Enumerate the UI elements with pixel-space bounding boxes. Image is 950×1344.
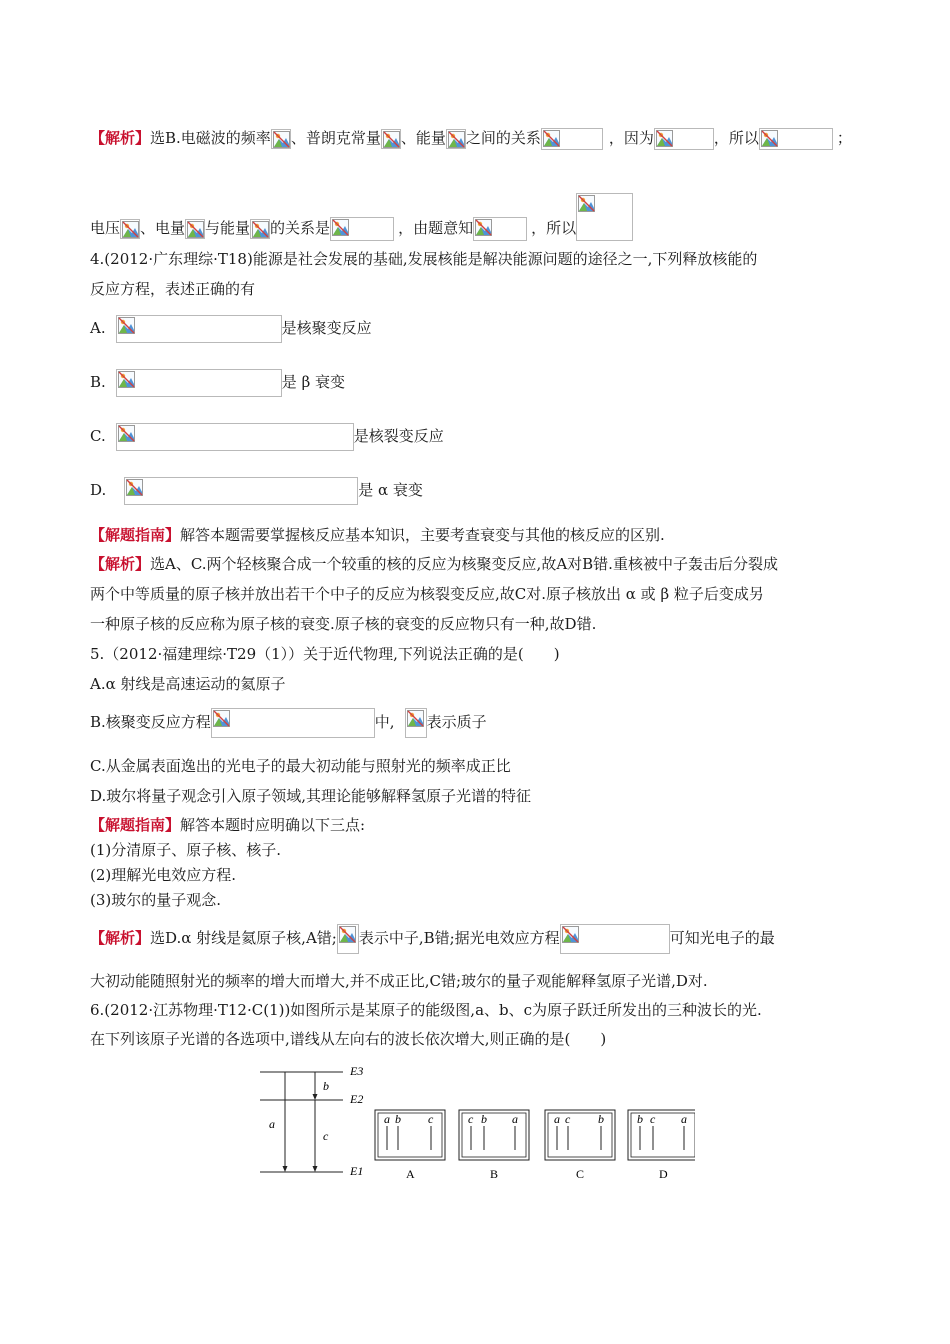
formula-image-icon bbox=[116, 369, 282, 397]
analysis-tag: 【解析】 bbox=[90, 129, 151, 147]
line-label: b bbox=[598, 1112, 604, 1126]
text: 、普朗克常量 bbox=[290, 129, 381, 147]
q4-stem-1: 4.(2012·广东理综·T18)能源是社会发展的基础,发展核能是解决能源问题的途径之一,下列释放核能的 bbox=[90, 250, 758, 268]
text: ，因为 bbox=[608, 129, 654, 147]
formula-image-icon bbox=[446, 129, 466, 149]
q5-option-a: A.α 射线是高速运动的氦原子 bbox=[90, 675, 286, 693]
q5-answer-1 bbox=[90, 924, 775, 954]
q5-option-b bbox=[90, 708, 487, 738]
q4-answer-2: 两个中等质量的原子核并放出若干个中子的反应为核裂变反应,故C对.原子核放出 α 或 β 粒子后变成另 bbox=[90, 585, 764, 603]
text: 选A、C.两个轻核聚合成一个较重的核的反应为核聚变反应,故A对B错.重核被中子轰击后分裂成 bbox=[150, 555, 778, 573]
option-text: 是 α 衰变 bbox=[358, 481, 423, 499]
q4-guide bbox=[90, 524, 665, 546]
formula-image-icon bbox=[381, 129, 401, 149]
option-letter: A. bbox=[90, 319, 106, 337]
option-text: 是 β 衰变 bbox=[281, 373, 346, 391]
formula-image-icon bbox=[759, 128, 833, 150]
energy-level-figure bbox=[255, 1062, 695, 1192]
text: 电压 bbox=[90, 219, 121, 237]
text: 表示质子 bbox=[426, 713, 487, 731]
formula-image-icon bbox=[211, 708, 375, 738]
text: ，所以 bbox=[531, 219, 577, 237]
analysis-para-1-line-1 bbox=[90, 127, 852, 150]
q5-option-d: D.玻尔将量子观念引入原子领域,其理论能够解释氢原子光谱的特征 bbox=[90, 787, 532, 805]
text: 解答本题时应明确以下三点: bbox=[180, 816, 366, 834]
formula-image-icon bbox=[576, 193, 633, 241]
line-label: c bbox=[650, 1112, 656, 1126]
line-label: b bbox=[395, 1112, 401, 1126]
text: ，由题意知 bbox=[398, 219, 474, 237]
q4-answer-3: 一种原子核的反应称为原子核的衰变.原子核的衰变的反应物只有一种,故D错. bbox=[90, 615, 597, 633]
q6-stem-1: 6.(2012·江苏物理·T12·C(1))如图所示是某原子的能级图,a、b、c为原子跃迁所发出的三种波长的光. bbox=[90, 1001, 762, 1019]
q4-answer-1 bbox=[90, 553, 778, 575]
q5-guide bbox=[90, 814, 365, 836]
formula-image-icon bbox=[120, 219, 140, 239]
q5-point-1: (1)分清原子、原子核、核子. bbox=[90, 841, 282, 859]
q5-answer-2: 大初动能随照射光的频率的增大而增大,并不成正比,C错;玻尔的量子观能解释氢原子光谱,D对. bbox=[90, 972, 708, 990]
analysis-para-1-line-2 bbox=[90, 193, 633, 241]
line-label: a bbox=[512, 1112, 518, 1126]
line-label: a bbox=[384, 1112, 390, 1126]
guide-tag: 【解题指南】 bbox=[90, 526, 181, 544]
q4-option-d bbox=[90, 477, 423, 505]
line-label: a bbox=[681, 1112, 687, 1126]
spectrum-panel-c bbox=[545, 1110, 615, 1181]
arrowhead bbox=[283, 1166, 288, 1172]
line-label: c bbox=[428, 1112, 434, 1126]
text: 之间的关系 bbox=[465, 129, 541, 147]
formula-image-icon bbox=[560, 924, 670, 954]
transition-label-c: c bbox=[323, 1129, 329, 1143]
line-label: a bbox=[554, 1112, 560, 1126]
line-label: c bbox=[565, 1112, 571, 1126]
q5-point-2: (2)理解光电效应方程. bbox=[90, 866, 237, 884]
formula-image-icon bbox=[185, 219, 205, 239]
q5-option-c: C.从金属表面逸出的光电子的最大初动能与照射光的频率成正比 bbox=[90, 757, 511, 775]
formula-image-icon bbox=[541, 128, 603, 150]
formula-image-icon bbox=[654, 128, 714, 150]
text: B.核聚变反应方程 bbox=[90, 713, 211, 731]
formula-image-icon bbox=[124, 477, 358, 505]
panel-label: B bbox=[490, 1167, 499, 1181]
text: 的关系是 bbox=[270, 219, 331, 237]
formula-image-icon bbox=[116, 315, 282, 343]
q4-option-a bbox=[90, 315, 372, 343]
formula-image-icon bbox=[405, 708, 427, 738]
level-label-e2: E2 bbox=[350, 1092, 364, 1106]
text: 选B.电磁波的频率 bbox=[150, 129, 271, 147]
analysis-tag: 【解析】 bbox=[90, 929, 151, 947]
guide-tag: 【解题指南】 bbox=[90, 816, 181, 834]
option-letter: D. bbox=[90, 481, 107, 499]
q4-option-c bbox=[90, 423, 444, 451]
transition-label-b: b bbox=[323, 1079, 329, 1093]
option-letter: C. bbox=[90, 427, 106, 445]
formula-image-icon bbox=[473, 217, 527, 241]
analysis-tag: 【解析】 bbox=[90, 555, 151, 573]
text: 选D.α 射线是氦原子核,A错; bbox=[150, 929, 337, 947]
text: 、电量 bbox=[140, 219, 186, 237]
option-text: 是核裂变反应 bbox=[353, 427, 444, 445]
line-label: b bbox=[481, 1112, 487, 1126]
level-label-e3: E3 bbox=[350, 1064, 364, 1078]
panel-label: D bbox=[659, 1167, 668, 1181]
q6-stem-2: 在下列该原子光谱的各选项中,谱线从左向右的波长依次增大,则正确的是( ) bbox=[90, 1030, 607, 1048]
arrowhead bbox=[313, 1166, 318, 1172]
q5-point-3: (3)玻尔的量子观念. bbox=[90, 891, 222, 909]
text: 与能量 bbox=[205, 219, 251, 237]
panel-label: C bbox=[576, 1167, 585, 1181]
text: 中, bbox=[374, 713, 395, 731]
line-label: b bbox=[637, 1112, 643, 1126]
level-label-e1: E1 bbox=[350, 1164, 364, 1178]
spectrum-panel-d bbox=[628, 1110, 695, 1181]
energy-level-diagram bbox=[260, 1064, 363, 1178]
formula-image-icon bbox=[271, 129, 291, 149]
text: ； bbox=[836, 129, 852, 147]
spectrum-panel-b bbox=[459, 1110, 529, 1181]
text: 可知光电子的最 bbox=[669, 929, 775, 947]
line-label: c bbox=[468, 1112, 474, 1126]
option-text: 是核聚变反应 bbox=[281, 319, 372, 337]
arrowhead bbox=[313, 1094, 318, 1100]
transition-label-a: a bbox=[269, 1117, 275, 1131]
option-letter: B. bbox=[90, 373, 106, 391]
formula-image-icon bbox=[330, 217, 394, 241]
formula-image-icon bbox=[250, 219, 270, 239]
panel-label: A bbox=[406, 1167, 415, 1181]
spectrum-panel-a bbox=[375, 1110, 445, 1181]
text: 解答本题需要掌握核反应基本知识，主要考查衰变与其他的核反应的区别. bbox=[180, 526, 665, 544]
q5-stem: 5.（2012·福建理综·T29（1））关于近代物理,下列说法正确的是( ) bbox=[90, 645, 560, 663]
formula-image-icon bbox=[337, 924, 359, 954]
text: 表示中子,B错;据光电效应方程 bbox=[358, 929, 560, 947]
formula-image-icon bbox=[116, 423, 354, 451]
q4-option-b bbox=[90, 369, 345, 397]
text: ，所以 bbox=[713, 129, 759, 147]
text: 、能量 bbox=[400, 129, 446, 147]
q4-stem-2: 反应方程，表述正确的有 bbox=[90, 280, 256, 298]
